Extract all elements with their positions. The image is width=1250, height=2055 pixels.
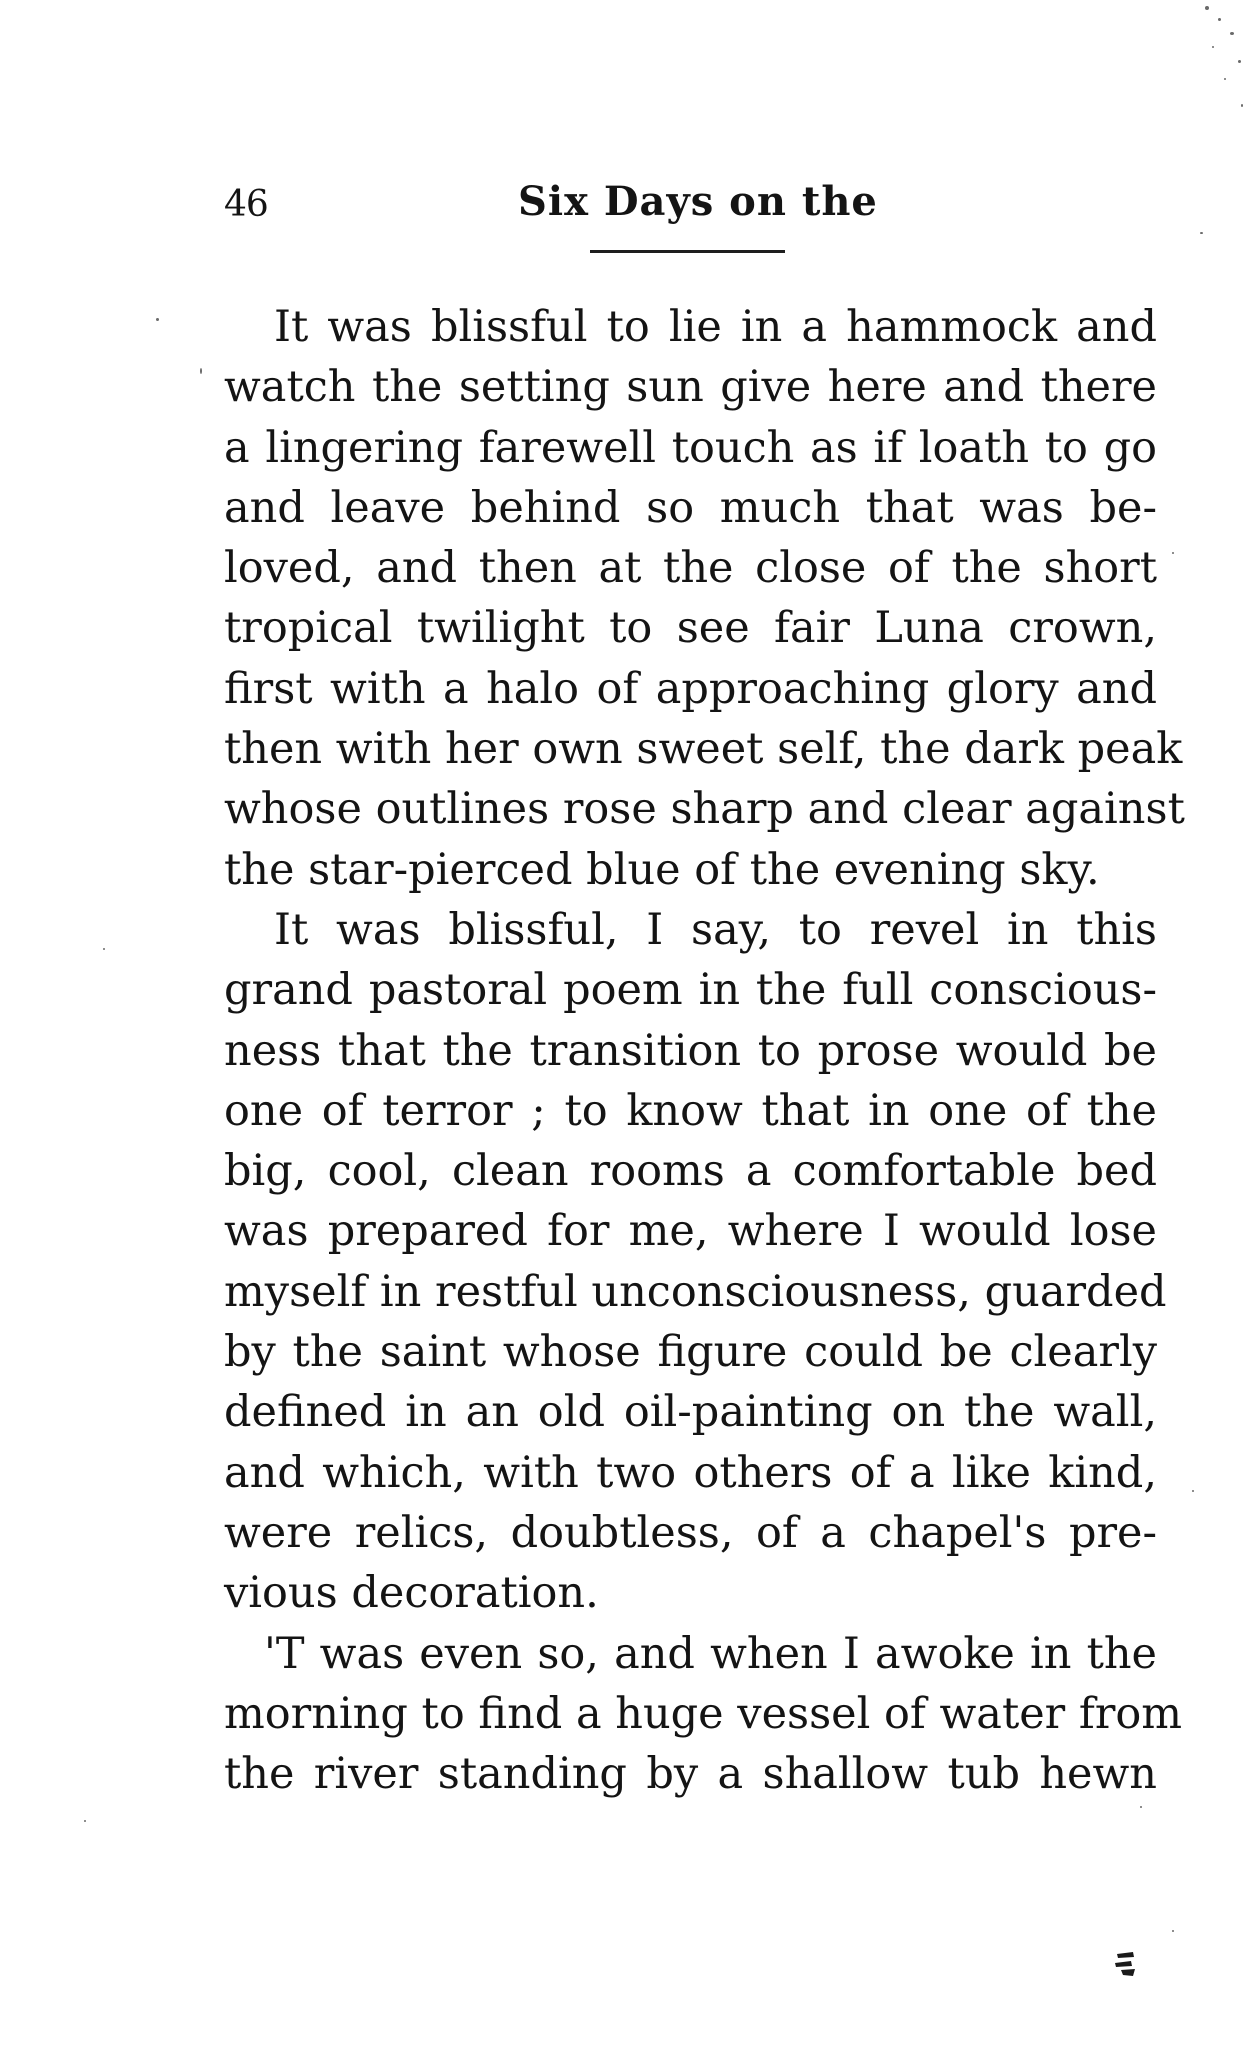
text-line: and leave behind so much that was be- [224, 482, 1157, 533]
text-line: whose outlines rose sharp and clear against [224, 784, 1185, 835]
scan-speck [200, 368, 202, 374]
text-line: 'T was even so, and when I awoke in the [264, 1628, 1157, 1679]
ink-blot-mark [1113, 1948, 1137, 1978]
text-line: It was blissful, I say, to revel in this [274, 904, 1157, 955]
scan-speck [1238, 60, 1241, 63]
text-line: loved, and then at the close of the short [224, 543, 1157, 594]
scan-speck [1205, 6, 1209, 10]
scan-speck [1140, 1806, 1142, 1808]
scan-speck [1172, 552, 1174, 554]
running-title: Six Days on the [518, 178, 878, 225]
scan-speck [1224, 78, 1226, 80]
text-line: big, cool, clean rooms a comfortable bed [224, 1146, 1157, 1197]
text-line: were relics, doubtless, of a chapel's pre- [224, 1507, 1157, 1558]
scan-speck [1200, 232, 1203, 234]
scan-speck [1241, 104, 1243, 107]
scan-speck [103, 948, 105, 950]
text-line: by the saint whose figure could be clearly [224, 1327, 1157, 1378]
text-line: vious decoration. [224, 1568, 599, 1619]
text-line: was prepared for me, where I would lose [224, 1206, 1157, 1257]
text-line: grand pastoral poem in the full conscious- [224, 965, 1157, 1016]
text-line: myself in restful unconsciousness, guarded [224, 1266, 1167, 1317]
scan-speck [1218, 18, 1221, 21]
text-line: the star-pierced blue of the evening sky. [224, 844, 1100, 895]
text-line: a lingering farewell touch as if loath to go [224, 422, 1157, 473]
text-line: the river standing by a shallow tub hewn [224, 1749, 1157, 1800]
text-line: ness that the transition to prose would be [224, 1025, 1157, 1076]
scan-speck [1172, 1930, 1174, 1932]
text-line: tropical twilight to see fair Luna crown, [224, 603, 1157, 654]
text-line: defined in an old oil-painting on the wall, [224, 1387, 1157, 1438]
text-line: one of terror ; to know that in one of the [224, 1085, 1157, 1136]
text-line: first with a halo of approaching glory and [224, 663, 1157, 714]
scan-speck [1192, 1490, 1194, 1492]
text-line: morning to find a huge vessel of water from [224, 1688, 1183, 1739]
header-rule [590, 250, 785, 253]
text-line: watch the setting sun give here and there [224, 362, 1157, 413]
page-number: 46 [224, 184, 268, 225]
text-line: and which, with two others of a like kind, [224, 1447, 1157, 1498]
running-head [220, 178, 880, 238]
text-line: It was blissful to lie in a hammock and [274, 302, 1157, 352]
scan-speck [156, 318, 159, 321]
body-text [224, 297, 1185, 1804]
scan-speck [1230, 32, 1234, 35]
scan-speck [1212, 46, 1214, 48]
text-line: then with her own sweet self, the dark peak [224, 724, 1183, 775]
scan-speck [84, 1820, 86, 1822]
